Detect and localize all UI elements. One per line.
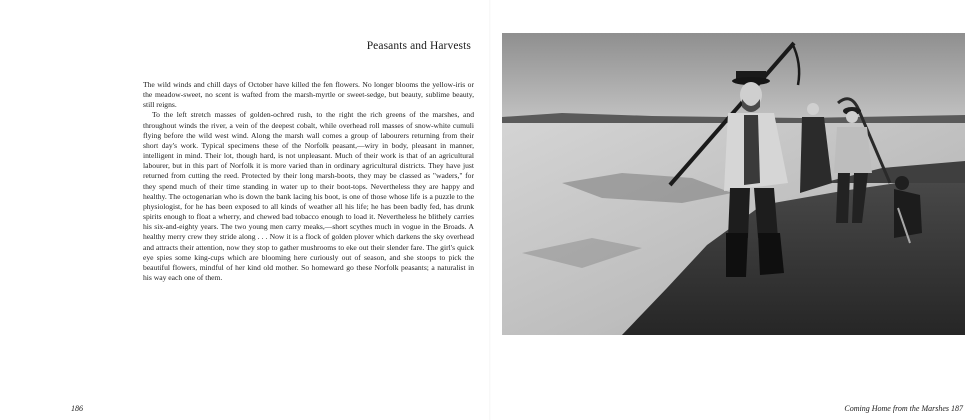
- marsh-photo-illustration: [502, 33, 965, 335]
- paragraph: To the left stretch masses of golden-ochred rush, to the right the rich greens of the marshes, and throughout winds the river, a vein of the deepest cobalt, while overhead roll masses of snow-white cumuli flying before the wild west wind. Along the marsh wall comes a group of labourers returning from their short day's work. Typical specimens these of the Norfolk peasant,—wiry in body, pleasant in manner, intelligent in mind. Their lot, though hard, is not unpleasant. Much of their work is that of an agricultural labourer, but in this part of Norfolk it is more varied than in ordinary agricultural districts. They have just returned from cutting the reed. Protected by their long marsh-boots, they may be classed as "waders," for they spend much of their time standing in water up to their boot-tops. Nevertheless they are happy and healthy. The octogenarian who is down the bank lacing his boot, is one of those whose life is a puzzle to the physiologist, for he has been exposed to all kinds of weather all his life; he has been badly fed, has drunk spirits enough to float a wherry, and chewed bad tobacco enough to load it. Nevertheless he blithely carries his six-and-eighty years. The two young men carry meaks,—short scythes much in vogue in the Broads. A healthy merry crew they stride along . . . Now it is a flock of golden plover which darkens the sky overhead and attracts their attention, now they stop to gather mushrooms to eke out their slender fare. The girl's quick eye spies some king-cups which are blooming here curiously out of season, and she stoops to pick the beautiful flowers, mindful of her kind old mother. So homeward go these Norfolk peasants; a naturalist in his way each one of them.: [143, 110, 474, 282]
- photo-caption-page-number: Coming Home from the Marshes 187: [844, 404, 963, 413]
- book-gutter: [489, 0, 491, 420]
- paragraph: The wild winds and chill days of October have killed the fen flowers. No longer blooms the yellow-iris or the meadow-sweet, no scent is wafted from the marsh-myrtle or sweet-sedge, but beauty, sublime beauty, still reigns.: [143, 80, 474, 110]
- left-page-number: 186: [71, 404, 83, 413]
- photograph: [502, 33, 965, 335]
- chapter-title: Peasants and Harvests: [366, 40, 471, 52]
- body-text: [143, 80, 474, 283]
